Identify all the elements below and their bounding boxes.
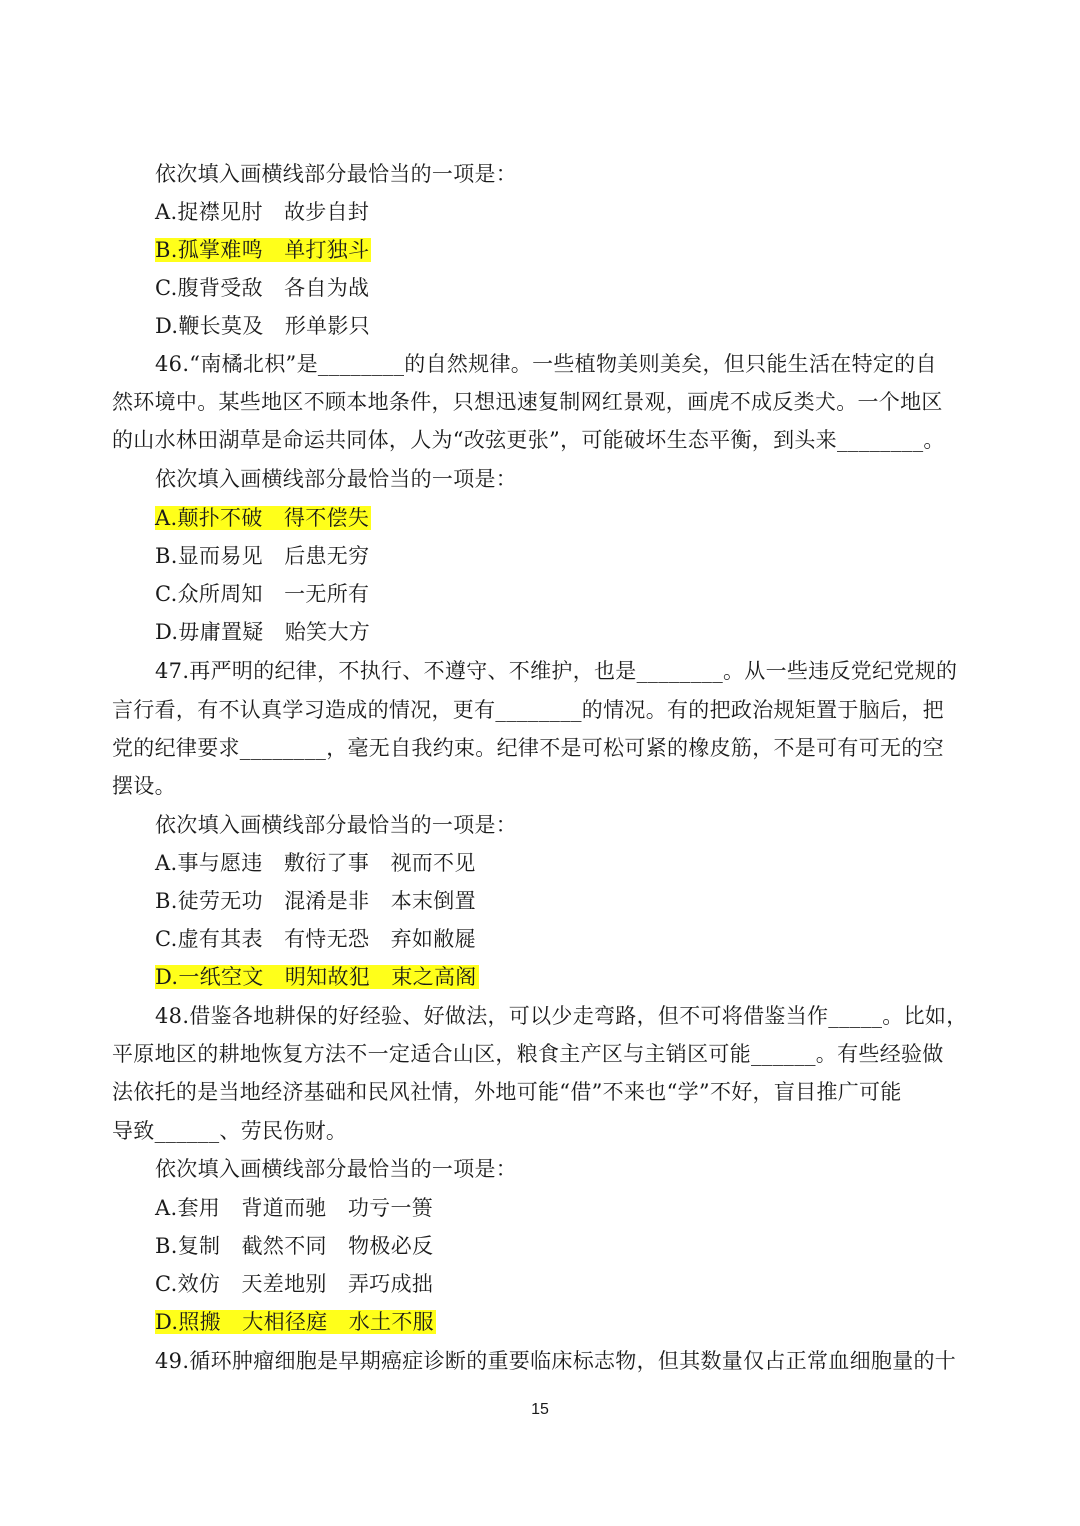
q49-stem-line-1: 49.循环肿瘤细胞是早期癌症诊断的重要临床标志物，但其数量仅占正常血细胞量的十: [155, 1349, 957, 1373]
option-text-highlighted: D.照搬 大相径庭 水土不服: [155, 1310, 434, 1334]
q48-stem-line-4: 导致______、劳民伤财。: [112, 1119, 348, 1143]
q48-stem-line-1: 48.借鉴各地耕保的好经验、好做法，可以少走弯路，但不可将借鉴当作_____。比如，: [155, 1004, 968, 1028]
option-text-highlighted: A.颠扑不破 得不偿失: [155, 506, 370, 530]
q46-stem-line-1: 46.“南橘北枳”是________的自然规律。一些植物美则美矣，但只能生活在特定的自: [155, 352, 937, 376]
q47-option-c: [155, 920, 975, 958]
q47-option-b: [155, 882, 975, 920]
option-text: A.捉襟见肘 故步自封: [155, 200, 370, 224]
q46-option-d: [155, 613, 975, 651]
option-text: C.众所周知 一无所有: [155, 582, 370, 606]
q47-option-a: [155, 844, 975, 882]
q47-prompt: 依次填入画横线部分最恰当的一项是：: [155, 813, 518, 837]
q45-option-a: [155, 193, 975, 231]
option-text: B.徒劳无功 混淆是非 本末倒置: [155, 889, 476, 913]
q47-stem-line-3: 党的纪律要求________，毫无自我约束。纪律不是可松可紧的橡皮筋，不是可有可无的空: [112, 736, 944, 760]
page-number: 15: [531, 1401, 549, 1418]
q47-stem-line-1: 47.再严明的纪律，不执行、不遵守、不维护，也是________。从一些违反党纪党规的: [155, 659, 958, 683]
q47-stem-line-2: 言行看，有不认真学习造成的情况，更有________的情况。有的把政治规矩置于脑后，把: [112, 698, 944, 722]
q48-option-a: [155, 1189, 975, 1227]
option-text: B.复制 截然不同 物极必反: [155, 1234, 434, 1258]
option-text: C.腹背受敌 各自为战: [155, 276, 370, 300]
q47-stem-line-4: 摆设。: [112, 774, 176, 798]
option-text: D.鞭长莫及 形单影只: [155, 314, 371, 338]
option-text-highlighted: B.孤掌难鸣 单打独斗: [155, 238, 370, 262]
q45-option-b: [155, 231, 975, 269]
option-text: C.效仿 天差地别 弄巧成拙: [155, 1272, 434, 1296]
q45-option-c: [155, 269, 975, 307]
q46-option-a: [155, 499, 975, 537]
q48-stem-line-2: 平原地区的耕地恢复方法不一定适合山区，粮食主产区与主销区可能______。有些经验做: [112, 1042, 944, 1066]
q48-option-d: [155, 1303, 975, 1341]
q45-option-d: [155, 307, 975, 345]
option-text: A.套用 背道而驰 功亏一篑: [155, 1196, 434, 1220]
q48-option-c: [155, 1265, 975, 1303]
option-text: B.显而易见 后患无穷: [155, 544, 370, 568]
option-text: C.虚有其表 有恃无恐 弃如敝屣: [155, 927, 476, 951]
q46-stem-line-3: 的山水林田湖草是命运共同体，人为“改弦更张”，可能破坏生态平衡，到头来________。: [112, 428, 945, 452]
option-text: A.事与愿违 敷衍了事 视而不见: [155, 851, 476, 875]
q46-prompt: 依次填入画横线部分最恰当的一项是：: [155, 467, 518, 491]
option-text-highlighted: D.一纸空文 明知故犯 束之高阁: [155, 965, 477, 989]
q47-option-d: [155, 958, 975, 996]
q48-option-b: [155, 1227, 975, 1265]
q45-prompt: 依次填入画横线部分最恰当的一项是：: [155, 162, 518, 186]
q48-prompt: 依次填入画横线部分最恰当的一项是：: [155, 1157, 518, 1181]
q46-stem-line-2: 然环境中。某些地区不顾本地条件，只想迅速复制网红景观，画虎不成反类犬。一个地区: [112, 390, 943, 414]
q46-option-b: [155, 537, 975, 575]
option-text: D.毋庸置疑 贻笑大方: [155, 620, 371, 644]
q46-option-c: [155, 575, 975, 613]
q48-stem-line-3: 法依托的是当地经济基础和民风社情，外地可能“借”不来也“学”不好，盲目推广可能: [112, 1080, 902, 1104]
